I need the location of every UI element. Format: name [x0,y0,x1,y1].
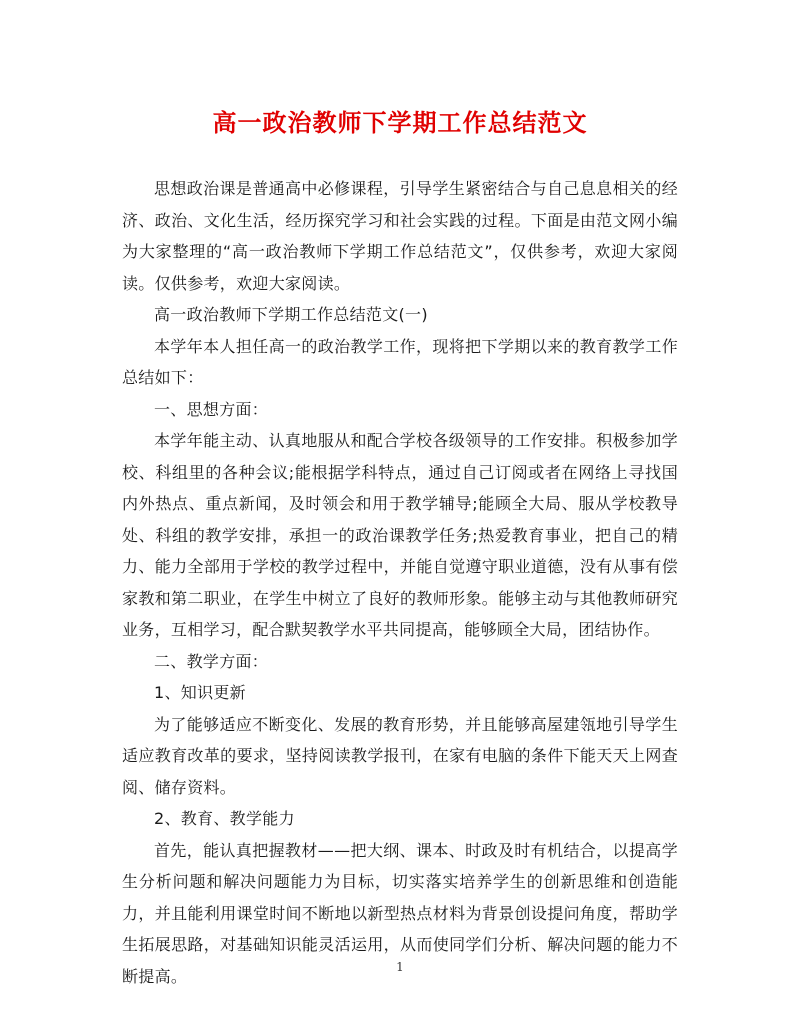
section-heading: 高一政治教师下学期工作总结范文(一) [154,305,428,324]
body-paragraph: 本学年本人担任高一的政治教学工作，现将把下学期以来的教育教学工作总结如下： [122,336,678,387]
section-heading: 一、思想方面： [154,399,269,419]
document-title: 高一政治教师下学期工作总结范文 [212,109,588,137]
subsection-heading: 2、教育、教学能力 [154,809,295,828]
body-paragraph: 为了能够适应不断变化、发展的教育形势，并且能够高屋建瓴地引导学生适应教育改革的要求，坚持阅读教学报刊，在家有电脑的条件下能天天上网查阅、储存资料。 [122,714,678,797]
subsection-heading: 1、知识更新 [154,683,246,702]
body-paragraph: 首先，能认真把握教材——把大纲、课本、时政及时有机结合，以提高学生分析问题和解决问题能力为目标，切实落实培养学生的创新思维和创造能力，并且能利用课堂时间不断地以新型热点材料为背景创设提问角度，帮助学生拓展思路，对基础知识能灵活运用，从而使同学们分析、解决问题的能力不断提高。 [122,840,678,986]
page-number: 1 [396,960,404,974]
body-paragraph: 本学年能主动、认真地服从和配合学校各级领导的工作安排。积极参加学校、科组里的各种会议;能根据学科特点，通过自己订阅或者在网络上寻找国内外热点、重点新闻，及时领会和用于教学辅导;能顾全大局、服从学校教导处、科组的教学安排，承担一的政治课教学任务;热爱教育事业，把自己的精力、能力全部用于学校的教学过程中，并能自觉遵守职业道德，没有从事有偿家教和第二职业，在学生中树立了良好的教师形象。能够主动与其他教师研究业务，互相学习，配合默契教学水平共同提高，能够顾全大局，团结协作。 [122,431,678,639]
intro-paragraph: 思想政治课是普通高中必修课程，引导学生紧密结合与自己息息相关的经济、政治、文化生活，经历探究学习和社会实践的过程。下面是由范文网小编为大家整理的“高一政治教师下学期工作总结范文”，仅供参考，欢迎大家阅读。仅供参考，欢迎大家阅读。 [122,179,678,293]
document-body [122,173,678,992]
section-heading: 二、教学方面： [154,651,269,671]
